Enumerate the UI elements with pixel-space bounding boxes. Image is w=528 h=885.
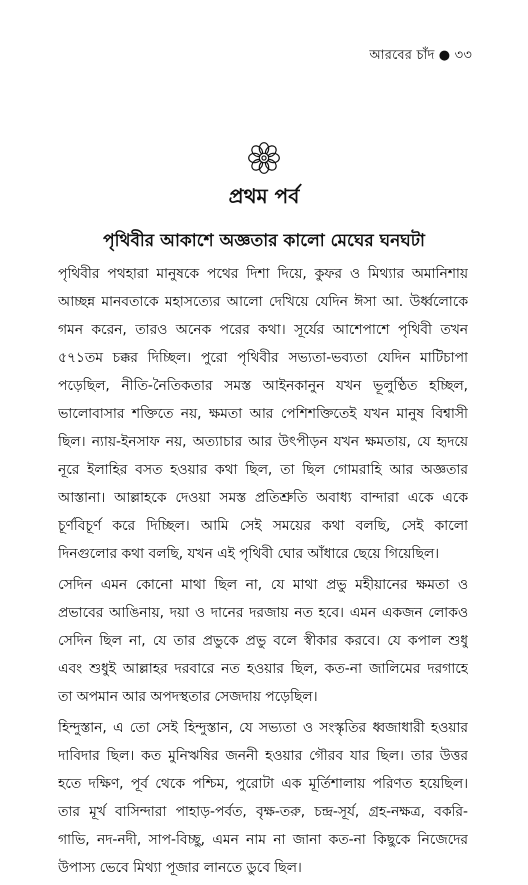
text-line: নূরে ইলাহির বসত হওয়ার কথা ছিল, তা ছিল গোমরাহি আর অজ্ঞতার xyxy=(58,462,468,478)
text-line: সেদিন ছিল না, যে তার প্রভুকে প্রভু বলে স্বীকার করবে। যে কপাল শুধু xyxy=(58,633,468,649)
paragraph xyxy=(58,260,468,568)
text-line: দিনগুলোর কথা বলছি, যখন এই পৃথিবী ঘোর আঁধারে ছেয়ে গিয়েছিল। xyxy=(58,546,440,562)
chapter-title: পৃথিবীর আকাশে অজ্ঞতার কালো মেঘের ঘনঘটা xyxy=(103,231,425,251)
text-line: পৃথিবীর পথহারা মানুষকে পথের দিশা দিয়ে, কুফর ও মিথ্যার অমানিশায় xyxy=(58,266,468,282)
text-line: চূর্ণবিচূর্ণ করে দিচ্ছিল। আমি সেই সময়ের কথা বলছি, সেই কালো xyxy=(58,518,468,534)
text-line: প্রভাবের আঙিনায়, দয়া ও দানের দরজায় নত হবে। এমন একজন লোকও xyxy=(58,605,468,621)
running-header: আরবের চাঁদ ● ৩৩ xyxy=(369,48,472,63)
text-line: দাবিদার ছিল। কত মুনিঋষির জননী হওয়ার গৌরব যার ছিল। তার উত্তর xyxy=(58,748,468,764)
text-line: গমন করেন, তারও অনেক পরের কথা। সূর্যের আশেপাশে পৃথিবী তখন xyxy=(58,322,468,338)
text-line: তার মূর্খ বাসিন্দারা পাহাড়-পর্বত, বৃক্ষ-তরু, চন্দ্র-সূর্য, গ্রহ-নক্ষত্র, বকরি- xyxy=(58,804,468,820)
paragraph xyxy=(58,714,468,882)
body-text xyxy=(58,260,468,885)
text-line: গাভি, নদ-নদী, সাপ-বিচ্ছু, এমন নাম না জানা কত-না কিছুকে নিজেদের xyxy=(58,832,468,848)
flower-ornament-icon xyxy=(247,141,281,175)
text-line: ছিল। ন্যায়-ইনসাফ নয়, অত্যাচার আর উৎপীড়ন যখন ক্ষমতায়, যে হৃদয়ে xyxy=(58,434,468,450)
part-title: প্রথম পর্ব xyxy=(228,184,300,208)
text-line: ৫৭১তম চক্কর দিচ্ছিল। পুরো পৃথিবীর সভ্যতা-ভব্যতা যেদিন মাটিচাপা xyxy=(58,350,468,366)
text-line: আচ্ছন্ন মানবতাকে মহাসত্যের আলো দেখিয়ে যেদিন ঈসা আ. উর্ধ্বলোকে xyxy=(58,294,468,310)
text-line: হতে দক্ষিণ, পূর্ব থেকে পশ্চিম, পুরোটা এক মূর্তিশালায় পরিণত হয়েছিল। xyxy=(58,776,468,792)
paragraph xyxy=(58,571,468,711)
text-line: ভালোবাসার শক্তিতে নয়, ক্ষমতা আর পেশিশক্তিতেই যখন মানুষ বিশ্বাসী xyxy=(58,406,468,422)
text-line: আস্তানা। আল্লাহকে দেওয়া সমস্ত প্রতিশ্রুতি অবাধ্য বান্দারা একে একে xyxy=(58,490,468,506)
text-line: পড়েছিল, নীতি-নৈতিকতার সমস্ত আইনকানুন যখন ভূলুণ্ঠিত হচ্ছিল, xyxy=(58,378,468,394)
text-line: হিন্দুস্তান, এ তো সেই হিন্দুস্তান, যে সভ্যতা ও সংস্কৃতির ধ্বজাধারী হওয়ার xyxy=(58,720,468,736)
text-line: উপাস্য ভেবে মিথ্যা পূজার লানতে ডুবে ছিল। xyxy=(58,860,302,876)
text-line: সেদিন এমন কোনো মাথা ছিল না, যে মাথা প্রভু মহীয়ানের ক্ষমতা ও xyxy=(58,577,468,593)
text-line: তা অপমান আর অপদস্থতার সেজদায় পড়েছিল। xyxy=(58,689,318,705)
text-line: এবং শুধুই আল্লাহর দরবারে নত হওয়ার ছিল, কত-না জালিমের দরগাহে xyxy=(58,661,468,677)
